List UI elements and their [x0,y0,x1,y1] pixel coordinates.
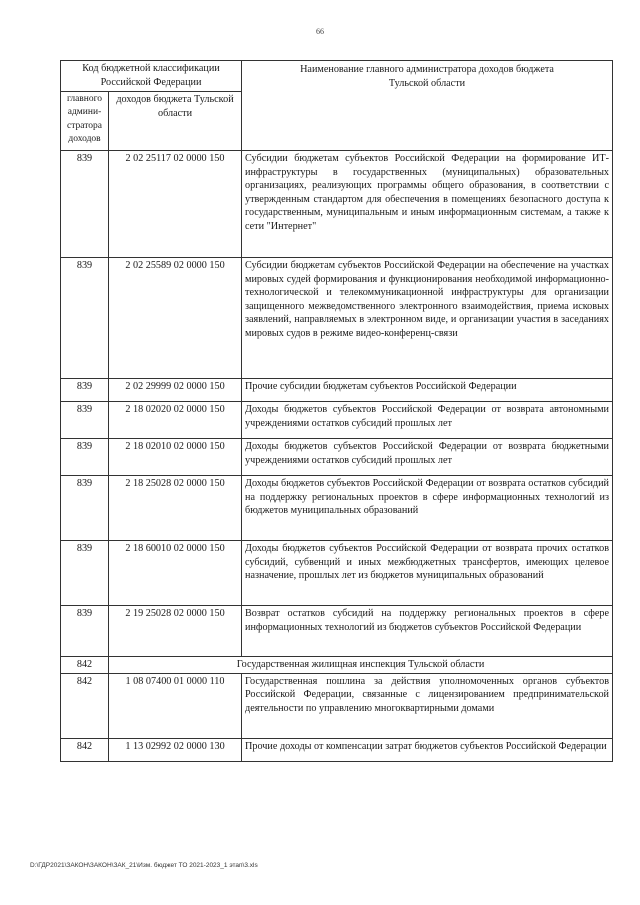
admin-code-cell: 839 [61,379,109,402]
revenue-name-cell: Доходы бюджетов субъектов Российской Федерации от возврата бюджетными учреждениями остатков субсидий прошлых лет [242,439,613,476]
page-number: 66 [316,27,324,36]
revenue-name-cell: Доходы бюджетов субъектов Российской Федерации от возврата автономными учреждениями остатков субсидий прошлых лет [242,402,613,439]
admin-code-cell: 839 [61,476,109,541]
revenue-code-cell: 2 02 25589 02 0000 150 [109,258,242,379]
revenue-code-cell: 2 18 02010 02 0000 150 [109,439,242,476]
admin-code-cell: 839 [61,606,109,657]
revenue-code-cell: 2 02 29999 02 0000 150 [109,379,242,402]
agency-admin-code-cell: 842 [61,657,109,674]
admin-code-cell: 839 [61,151,109,258]
revenue-code-cell: 2 18 25028 02 0000 150 [109,476,242,541]
table-row [61,402,613,439]
table-row [61,439,613,476]
revenue-name-cell: Государственная пошлина за действия уполномоченных органов субъектов Российской Федерации, связанные с лицензированием предпринимательской деятельности по управлению многоквартирными домами [242,673,613,738]
table-row [61,673,613,738]
admin-code-cell: 839 [61,258,109,379]
revenue-name-cell: Доходы бюджетов субъектов Российской Федерации от возврата остатков субсидий на поддержку региональных проектов в сфере информационных технологий из бюджетов муниципальных образований [242,476,613,541]
table-header-row [61,61,613,92]
revenue-code-cell: 2 19 25028 02 0000 150 [109,606,242,657]
revenue-code-cell: 2 18 60010 02 0000 150 [109,541,242,606]
table-row [61,541,613,606]
revenue-name-cell: Доходы бюджетов субъектов Российской Федерации от возврата прочих остатков субсидий, субвенций и иных межбюджетных трансфертов, имеющих целевое назначение, прошлых лет из бюджетов муниципальных образований [242,541,613,606]
table-row [61,738,613,761]
revenue-administrators-table [60,60,613,762]
file-path-footer: D:\ГДР2021\ЗАКОН\ЗАКОН\ЗАК_21\Изм. бюджет ТО 2021-2023_1 этап\3.xls [30,862,258,869]
revenue-name-cell: Возврат остатков субсидий на поддержку региональных проектов в сфере информационных технологий из бюджетов субъектов Российской Федерации [242,606,613,657]
revenue-name-cell: Прочие субсидии бюджетам субъектов Российской Федерации [242,379,613,402]
table-row [61,258,613,379]
classification-code-header: Код бюджетной классификации Российской Федерации [61,61,242,92]
agency-name-cell: Государственная жилищная инспекция Тульской области [109,657,613,674]
admin-code-subheader: главного админи-стратора доходов [61,92,109,151]
revenue-code-cell: 2 18 02020 02 0000 150 [109,402,242,439]
admin-code-cell: 839 [61,402,109,439]
revenue-code-cell: 2 02 25117 02 0000 150 [109,151,242,258]
admin-code-cell: 839 [61,541,109,606]
admin-code-cell: 842 [61,673,109,738]
revenue-code-subheader: доходов бюджета Тульской области [109,92,242,151]
revenue-name-cell: Субсидии бюджетам субъектов Российской Федерации на формирование ИТ-инфраструктуры в государственных (муниципальных) образовательных организациях, реализующих программы общего образования, в соответствии с утвержденным стандартом для обеспечения в помещениях безопасного доступа к государственным, муниципальным и иным информационным системам, а также к сети "Интернет" [242,151,613,258]
table-row [61,606,613,657]
admin-code-cell: 839 [61,439,109,476]
admin-name-header: Наименование главного администратора доходов бюджета Тульской области [242,61,613,151]
revenue-code-cell: 1 08 07400 01 0000 110 [109,673,242,738]
table-row [61,151,613,258]
table-row [61,379,613,402]
admin-code-cell: 842 [61,738,109,761]
revenue-name-cell: Субсидии бюджетам субъектов Российской Федерации на обеспечение на участках мировых судей формирования и функционирования необходимой информационно-технологической и телекоммуникационной инфраструктуры для организации защищенного межведомственного электронного взаимодействия, приема исковых заявлений, направляемых в электронном виде, и организации участия в заседаниях мировых судов в режиме видео-конференц-связи [242,258,613,379]
agency-row [61,657,613,674]
revenue-name-cell: Прочие доходы от компенсации затрат бюджетов субъектов Российской Федерации [242,738,613,761]
table-row [61,476,613,541]
revenue-code-cell: 1 13 02992 02 0000 130 [109,738,242,761]
